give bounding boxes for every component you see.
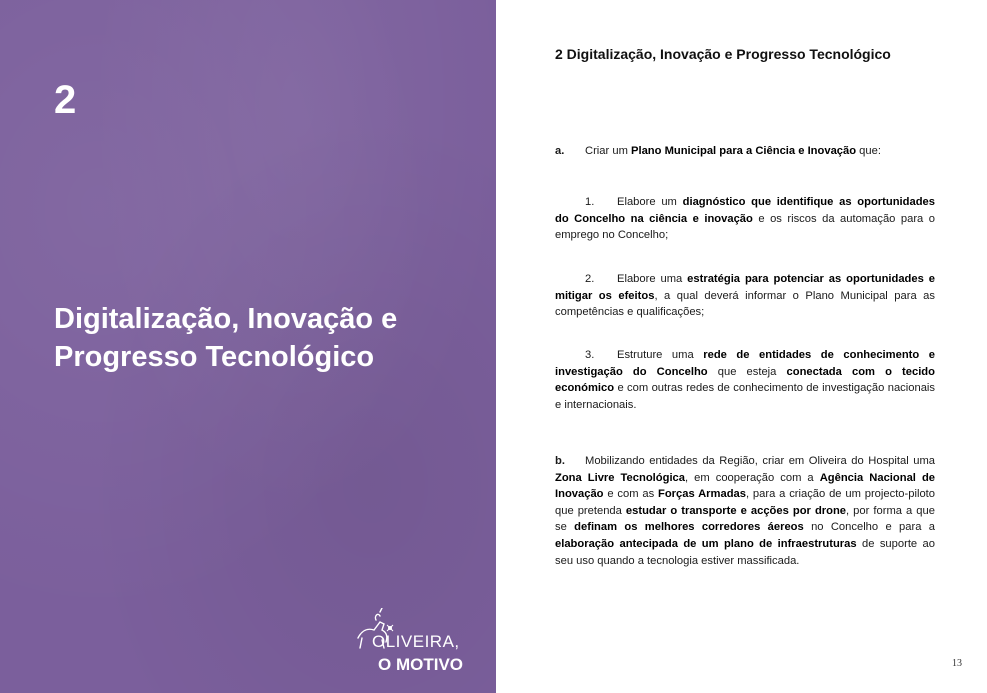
item-b-text-5: , por forma a que se: [555, 504, 935, 534]
item-b-label: b.: [555, 455, 565, 467]
subitem-1-bold: diagnóstico que identifique as oportunidades do Concelho na ciência e inovação: [555, 196, 935, 225]
section-heading: 2 Digitalização, Inovação e Progresso Tecnológico: [555, 46, 891, 62]
item-b: [555, 453, 935, 569]
item-b-text-1: Mobilizando entidades da Região, criar em Oliveira do Hospital uma: [585, 455, 935, 467]
oliveira-logo: [350, 608, 490, 678]
subitem-2: [555, 271, 935, 321]
subitem-2-label: 2.: [585, 273, 595, 285]
subitem-2-text-end: , a qual deverá informar o Plano Municipal para as competências e qualificações;: [555, 289, 935, 319]
item-b-text-2: , em cooperação com a: [685, 471, 820, 484]
item-b-text-6: no Concelho e para a: [803, 521, 935, 534]
item-b-bold-4: estudar o transporte e acções por drone: [625, 504, 847, 517]
subitem-1: [555, 194, 935, 244]
item-b-bold-2: Agência Nacional de Inovação: [555, 471, 935, 501]
item-a-bold: Plano Municipal para a Ciência e Inovação: [631, 145, 857, 157]
item-a-text-end: que:: [856, 145, 881, 157]
item-b-bold-1: Zona Livre Tecnológica: [555, 471, 685, 484]
subitem-3: [555, 347, 935, 413]
content-page: [496, 0, 987, 693]
item-b-text-7: de suporte ao seu uso quando a tecnologia estiver massificada.: [555, 537, 935, 567]
item-a-text: Criar um: [585, 145, 631, 157]
logo-text-bottom: O MOTIVO: [378, 655, 463, 674]
subitem-3-label: 3.: [585, 349, 595, 361]
subitem-3-text: Estruture uma: [617, 349, 704, 361]
subitem-1-text: Elabore um: [617, 196, 683, 208]
page-number: 13: [952, 658, 962, 669]
subitem-3-bold: rede de entidades de conhecimento e investigação do Concelho: [555, 349, 935, 378]
subitem-3-text-mid: que esteja: [707, 365, 787, 378]
logo-text-top: OLIVEIRA,: [372, 632, 460, 651]
item-a: [555, 143, 935, 160]
chapter-number: 2: [54, 78, 77, 122]
item-b-text-3: e com as: [603, 488, 658, 501]
subitem-2-text: Elabore uma: [617, 273, 688, 285]
subitem-1-label: 1.: [585, 196, 595, 208]
item-b-text-4: , para a criação de um projecto-piloto que pretenda: [555, 488, 935, 517]
subitem-3-bold-2: conectada com o tecido económico: [555, 365, 935, 395]
chapter-title: Digitalização, Inovação e Progresso Tecnológico: [54, 303, 398, 373]
subitem-3-text-end: e com outras redes de conhecimento de investigação nacionais e internacionais.: [555, 382, 935, 411]
item-b-bold-5: definam os melhores corredores áereos: [574, 521, 804, 534]
subitem-2-bold: estratégia para potenciar as oportunidades e mitigar os efeitos: [555, 273, 935, 302]
item-a-label: a.: [555, 145, 565, 157]
subitem-1-text-end: e os riscos da automação para o emprego no Concelho;: [555, 212, 935, 242]
item-b-bold-3: Forças Armadas: [658, 488, 746, 501]
item-b-bold-6: elaboração antecipada de um plano de infraestruturas: [555, 537, 857, 550]
